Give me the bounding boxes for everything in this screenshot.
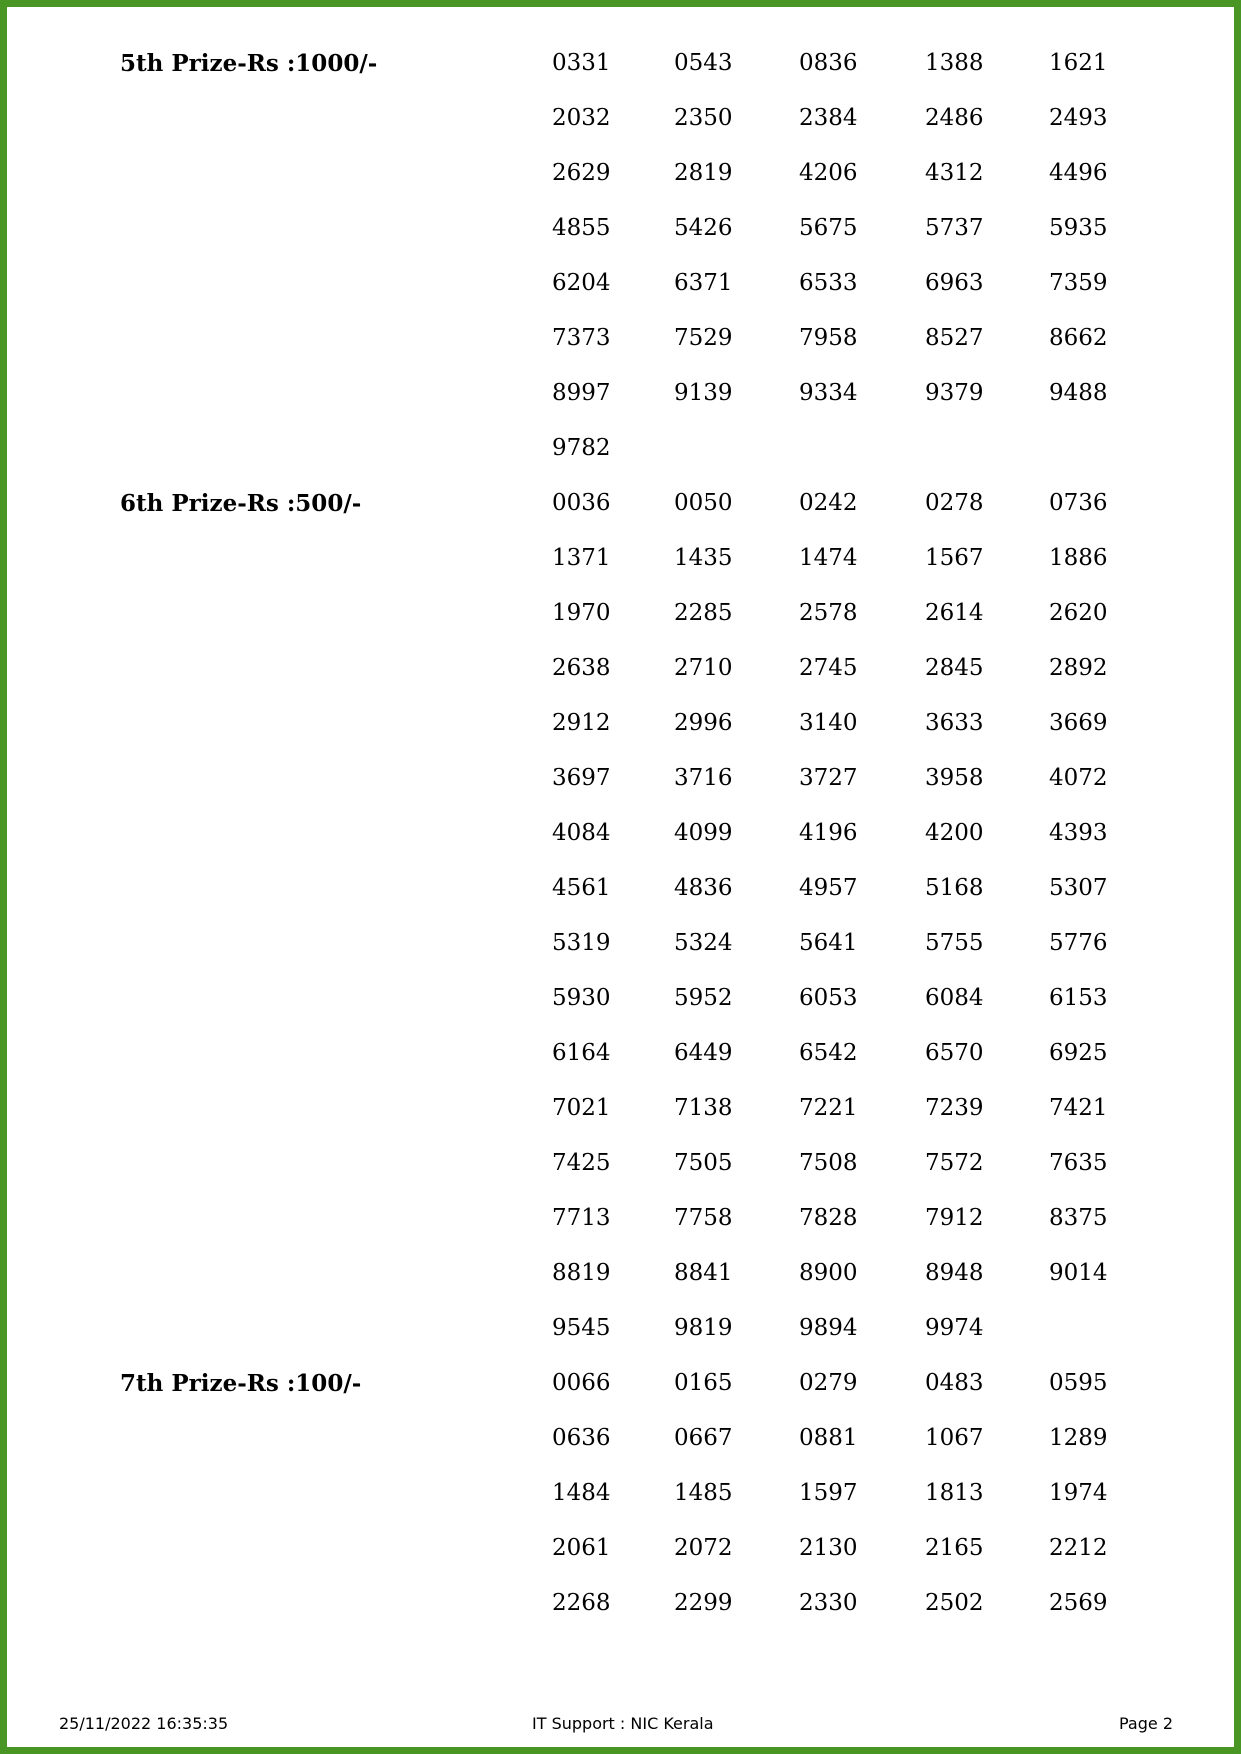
winning-number: 0165 — [674, 1370, 733, 1396]
winning-number: 0667 — [674, 1425, 733, 1451]
winning-number: 9545 — [552, 1315, 611, 1341]
winning-number: 7359 — [1049, 270, 1108, 296]
winning-number: 6084 — [925, 985, 984, 1011]
winning-number: 7138 — [674, 1095, 733, 1121]
winning-number: 7421 — [1049, 1095, 1108, 1121]
winning-number: 8900 — [799, 1260, 858, 1286]
winning-number: 1474 — [799, 545, 858, 571]
winning-number: 1289 — [1049, 1425, 1108, 1451]
winning-number: 0278 — [925, 490, 984, 516]
winning-number: 2384 — [799, 105, 858, 131]
winning-number: 3727 — [799, 765, 858, 791]
winning-number: 4561 — [552, 875, 611, 901]
winning-number: 3716 — [674, 765, 733, 791]
winning-number: 9974 — [925, 1315, 984, 1341]
winning-number: 2486 — [925, 105, 984, 131]
winning-number: 2578 — [799, 600, 858, 626]
winning-number: 2819 — [674, 160, 733, 186]
winning-number: 6533 — [799, 270, 858, 296]
winning-number: 5426 — [674, 215, 733, 241]
winning-number: 1567 — [925, 545, 984, 571]
winning-number: 4312 — [925, 160, 984, 186]
winning-number: 1485 — [674, 1480, 733, 1506]
winning-number: 1813 — [925, 1480, 984, 1506]
winning-number: 4099 — [674, 820, 733, 846]
winning-number: 5935 — [1049, 215, 1108, 241]
winning-number: 7505 — [674, 1150, 733, 1176]
winning-number: 2996 — [674, 710, 733, 736]
winning-number: 0050 — [674, 490, 733, 516]
winning-number: 7912 — [925, 1205, 984, 1231]
winning-number: 8527 — [925, 325, 984, 351]
winning-number: 8662 — [1049, 325, 1108, 351]
winning-number: 5324 — [674, 930, 733, 956]
winning-number: 6053 — [799, 985, 858, 1011]
winning-number: 4957 — [799, 875, 858, 901]
winning-number: 1371 — [552, 545, 611, 571]
winning-number: 9334 — [799, 380, 858, 406]
winning-number: 0279 — [799, 1370, 858, 1396]
winning-number: 3633 — [925, 710, 984, 736]
winning-number: 0036 — [552, 490, 611, 516]
winning-number: 2032 — [552, 105, 611, 131]
winning-number: 2912 — [552, 710, 611, 736]
winning-number: 7713 — [552, 1205, 611, 1231]
winning-number: 1484 — [552, 1480, 611, 1506]
winning-number: 1621 — [1049, 50, 1108, 76]
winning-number: 4196 — [799, 820, 858, 846]
winning-number: 7572 — [925, 1150, 984, 1176]
prize-label: 6th Prize-Rs :500/- — [120, 490, 362, 517]
prize-label: 5th Prize-Rs :1000/- — [120, 50, 378, 77]
winning-number: 2165 — [925, 1535, 984, 1561]
winning-number: 8819 — [552, 1260, 611, 1286]
winning-number: 1388 — [925, 50, 984, 76]
winning-number: 6542 — [799, 1040, 858, 1066]
winning-number: 6570 — [925, 1040, 984, 1066]
winning-number: 0242 — [799, 490, 858, 516]
winning-number: 5168 — [925, 875, 984, 901]
winning-number: 2285 — [674, 600, 733, 626]
winning-number: 2072 — [674, 1535, 733, 1561]
winning-number: 2212 — [1049, 1535, 1108, 1561]
winning-number: 2569 — [1049, 1590, 1108, 1616]
winning-number: 0066 — [552, 1370, 611, 1396]
winning-number: 6963 — [925, 270, 984, 296]
winning-number: 2061 — [552, 1535, 611, 1561]
winning-number: 4836 — [674, 875, 733, 901]
winning-number: 3697 — [552, 765, 611, 791]
winning-number: 5776 — [1049, 930, 1108, 956]
winning-number: 2350 — [674, 105, 733, 131]
winning-number: 2638 — [552, 655, 611, 681]
winning-number: 1970 — [552, 600, 611, 626]
winning-number: 0543 — [674, 50, 733, 76]
winning-number: 7828 — [799, 1205, 858, 1231]
winning-number: 7529 — [674, 325, 733, 351]
winning-number: 8948 — [925, 1260, 984, 1286]
winning-number: 5737 — [925, 215, 984, 241]
winning-number: 7425 — [552, 1150, 611, 1176]
winning-number: 4855 — [552, 215, 611, 241]
winning-number: 7635 — [1049, 1150, 1108, 1176]
footer-page-number: Page 2 — [1119, 1714, 1173, 1733]
winning-number: 5930 — [552, 985, 611, 1011]
winning-number: 9139 — [674, 380, 733, 406]
winning-number: 0636 — [552, 1425, 611, 1451]
winning-number: 4084 — [552, 820, 611, 846]
winning-number: 5641 — [799, 930, 858, 956]
winning-number: 7373 — [552, 325, 611, 351]
winning-number: 7221 — [799, 1095, 858, 1121]
winning-number: 5319 — [552, 930, 611, 956]
winning-number: 8997 — [552, 380, 611, 406]
winning-number: 0595 — [1049, 1370, 1108, 1396]
winning-number: 7758 — [674, 1205, 733, 1231]
winning-number: 1435 — [674, 545, 733, 571]
winning-number: 6164 — [552, 1040, 611, 1066]
winning-number: 3140 — [799, 710, 858, 736]
winning-number: 5675 — [799, 215, 858, 241]
winning-number: 8841 — [674, 1260, 733, 1286]
winning-number: 5755 — [925, 930, 984, 956]
winning-number: 2745 — [799, 655, 858, 681]
winning-number: 6204 — [552, 270, 611, 296]
winning-number: 2330 — [799, 1590, 858, 1616]
winning-number: 9379 — [925, 380, 984, 406]
winning-number: 7239 — [925, 1095, 984, 1121]
winning-number: 9819 — [674, 1315, 733, 1341]
winning-number: 3669 — [1049, 710, 1108, 736]
winning-number: 6371 — [674, 270, 733, 296]
winning-number: 2892 — [1049, 655, 1108, 681]
winning-number: 2710 — [674, 655, 733, 681]
winning-number: 4496 — [1049, 160, 1108, 186]
prize-label: 7th Prize-Rs :100/- — [120, 1370, 362, 1397]
winning-number: 8375 — [1049, 1205, 1108, 1231]
winning-number: 7958 — [799, 325, 858, 351]
winning-number: 0836 — [799, 50, 858, 76]
winning-number: 9782 — [552, 435, 611, 461]
winning-number: 4393 — [1049, 820, 1108, 846]
winning-number: 0331 — [552, 50, 611, 76]
winning-number: 2299 — [674, 1590, 733, 1616]
winning-number: 0483 — [925, 1370, 984, 1396]
winning-number: 5952 — [674, 985, 733, 1011]
winning-number: 4206 — [799, 160, 858, 186]
footer-timestamp: 25/11/2022 16:35:35 — [59, 1714, 229, 1733]
winning-number: 1067 — [925, 1425, 984, 1451]
winning-number: 9894 — [799, 1315, 858, 1341]
winning-number: 2502 — [925, 1590, 984, 1616]
winning-number: 5307 — [1049, 875, 1108, 901]
winning-number: 2130 — [799, 1535, 858, 1561]
winning-number: 1886 — [1049, 545, 1108, 571]
winning-number: 9014 — [1049, 1260, 1108, 1286]
winning-number: 2845 — [925, 655, 984, 681]
winning-number: 1597 — [799, 1480, 858, 1506]
winning-number: 6153 — [1049, 985, 1108, 1011]
winning-number: 6449 — [674, 1040, 733, 1066]
winning-number: 0881 — [799, 1425, 858, 1451]
winning-number: 0736 — [1049, 490, 1108, 516]
winning-number: 6925 — [1049, 1040, 1108, 1066]
winning-number: 2493 — [1049, 105, 1108, 131]
winning-number: 3958 — [925, 765, 984, 791]
winning-number: 2620 — [1049, 600, 1108, 626]
winning-number: 2614 — [925, 600, 984, 626]
winning-number: 2268 — [552, 1590, 611, 1616]
winning-number: 9488 — [1049, 380, 1108, 406]
winning-number: 2629 — [552, 160, 611, 186]
footer-support: IT Support : NIC Kerala — [532, 1714, 714, 1733]
winning-number: 4200 — [925, 820, 984, 846]
winning-number: 7021 — [552, 1095, 611, 1121]
winning-number: 4072 — [1049, 765, 1108, 791]
winning-number: 7508 — [799, 1150, 858, 1176]
winning-number: 1974 — [1049, 1480, 1108, 1506]
